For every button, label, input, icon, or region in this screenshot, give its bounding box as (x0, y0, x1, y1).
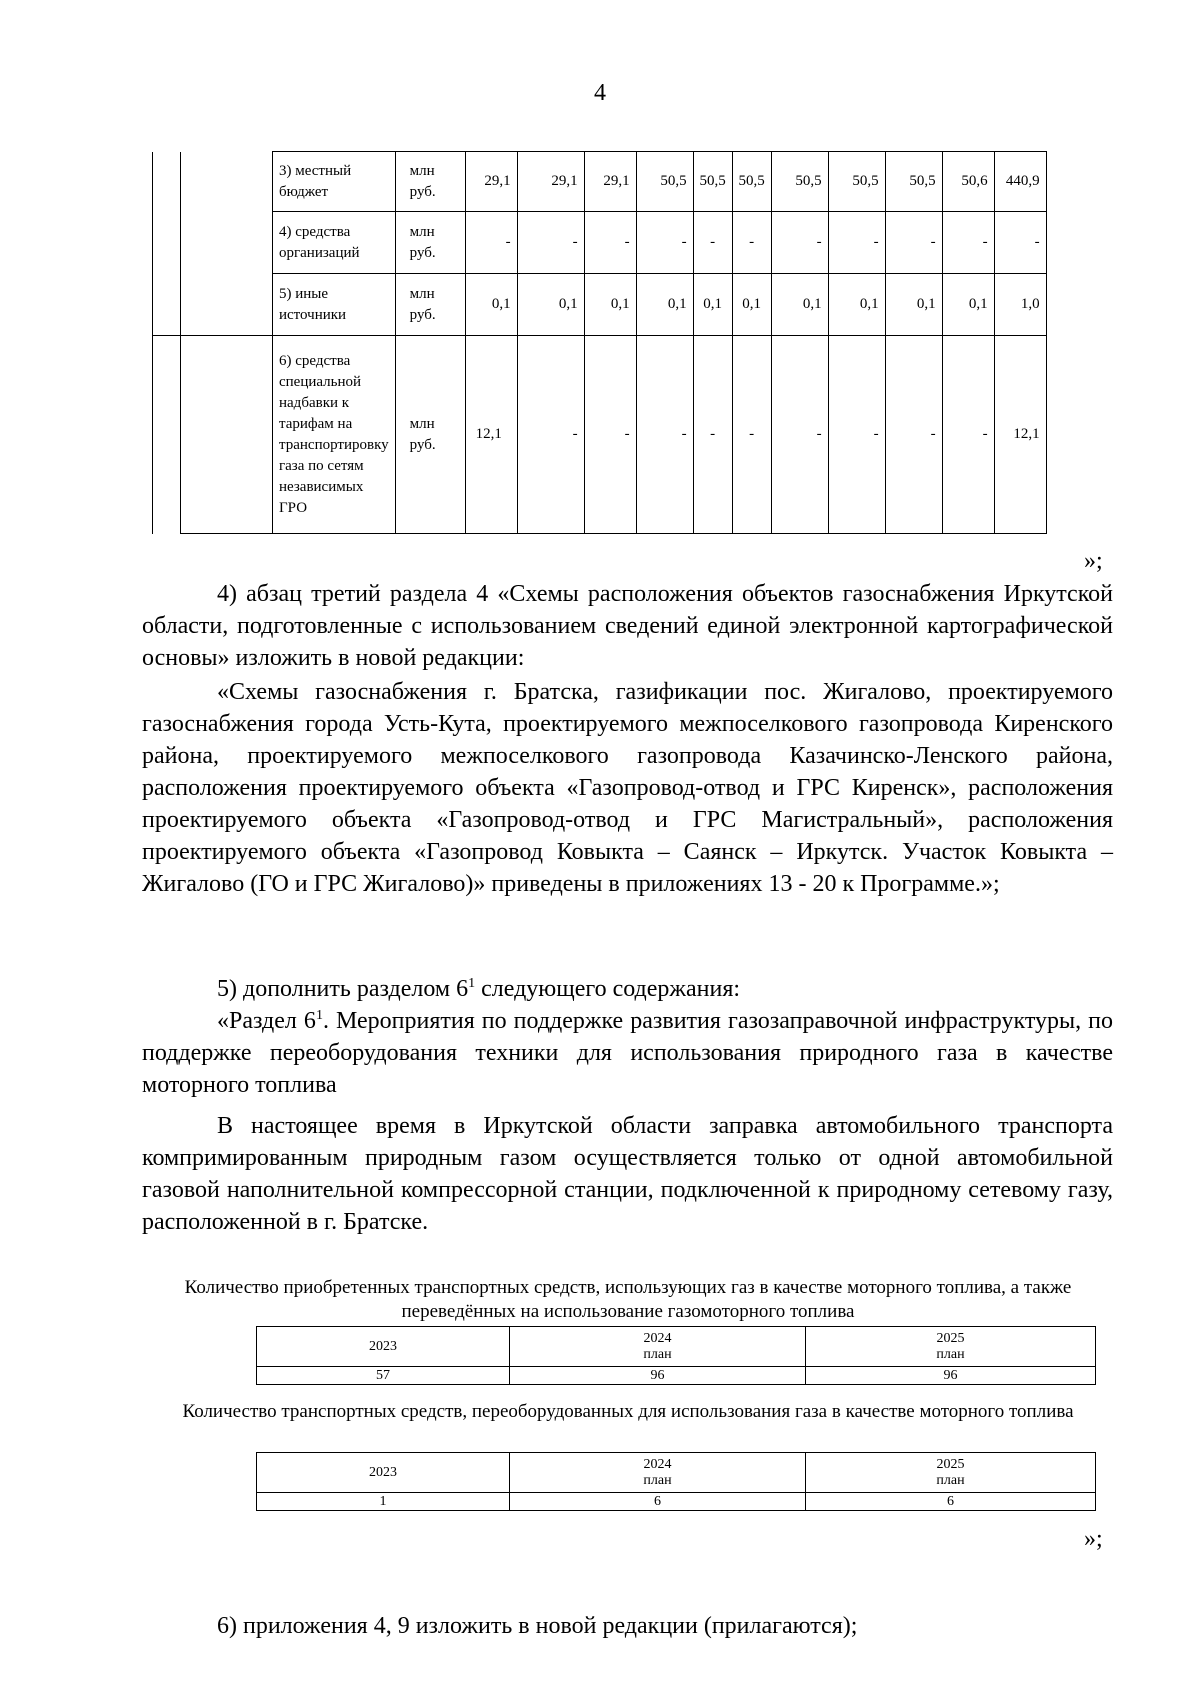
value-cell: 0,1 (465, 274, 517, 336)
value-cell: - (693, 212, 732, 274)
value-cell: 6 (806, 1493, 1096, 1511)
unit-cell: млн руб. (395, 212, 465, 274)
table-purchased (256, 1326, 1096, 1385)
value-cell: - (517, 336, 584, 534)
header-cell: 2024 план (510, 1453, 806, 1493)
funding-row (153, 336, 1047, 534)
value-cell: 0,1 (584, 274, 636, 336)
value-cell: 50,5 (693, 152, 732, 212)
unit-cell: млн руб. (395, 336, 465, 534)
value-cell: 50,6 (942, 152, 994, 212)
value-cell: 6 (510, 1493, 806, 1511)
closing-quote: »; (1084, 1526, 1103, 1552)
value-cell: 50,5 (732, 152, 771, 212)
value-cell: 57 (257, 1367, 510, 1385)
value-cell: 50,5 (828, 152, 885, 212)
value-cell: - (636, 212, 693, 274)
funding-row (153, 274, 1047, 336)
caption-purchased: Количество приобретенных транспортных средств, использующих газ в качестве моторного топлива, а также переведённых на использование газомоторного топлива (184, 1277, 1072, 1322)
unit-cell: млн руб. (395, 274, 465, 336)
value-cell: - (994, 212, 1046, 274)
source-cell: 3) местный бюджет (273, 152, 396, 212)
paragraph-appendices: 6) приложения 4, 9 изложить в новой редакции (прилагаются); (217, 1613, 858, 1639)
unit-cell: млн руб. (395, 152, 465, 212)
value-cell: - (828, 336, 885, 534)
paragraph-section-4: 4) абзац третий раздела 4 «Схемы расположения объектов газоснабжения Иркутской области, подготовленные с использованием сведений единой электронной картографической основы» изложить в новой редакции: (142, 581, 1113, 671)
header-cell: 2023 (257, 1453, 510, 1493)
value-cell: - (584, 336, 636, 534)
value-cell: - (693, 336, 732, 534)
value-cell: 96 (510, 1367, 806, 1385)
funding-row (153, 212, 1047, 274)
page-number: 4 (594, 80, 606, 106)
value-cell: 0,1 (693, 274, 732, 336)
header-cell: 2025 план (806, 1327, 1096, 1367)
source-cell: 6) средства специальной надбавки к тарифам на транспортировку газа по сетям независимых ГРО (273, 336, 396, 534)
value-cell: 0,1 (732, 274, 771, 336)
value-cell: 29,1 (517, 152, 584, 212)
value-cell: - (465, 212, 517, 274)
funding-row (153, 152, 1047, 212)
value-cell: 0,1 (517, 274, 584, 336)
paragraph-section-heading: «Раздел $6^1$. Мероприятия по поддержке развития газозаправочной инфраструктуры, по поддержке переоборудования техники для использования природного газа в качестве моторного топлива (142, 1008, 1114, 1098)
caption-converted: Количество транспортных средств, переоборудованных для использования газа в качестве моторного топлива (182, 1401, 1074, 1422)
value-cell: 0,1 (942, 274, 994, 336)
value-cell: - (732, 336, 771, 534)
value-cell: 96 (806, 1367, 1096, 1385)
header-cell: 2024 план (510, 1327, 806, 1367)
header-cell: 2025 план (806, 1453, 1096, 1493)
paragraph-section-6-1: 5) дополнить разделом $6^1$ следующего содержания: (217, 976, 741, 1002)
value-cell: 0,1 (636, 274, 693, 336)
value-cell: 12,1 (465, 336, 517, 534)
closing-quote: »; (1084, 548, 1103, 574)
source-cell: 5) иные источники (273, 274, 396, 336)
value-cell: 0,1 (828, 274, 885, 336)
paragraph-schemes: «Схемы газоснабжения г. Братска, газификации пос. Жигалово, проектируемого газоснабжения города Усть-Кута, проектируемого межпоселкового газопровода Киренского района, проектируемого межпоселкового газопровода Казачинско-Ленского района, расположения проектируемого объекта «Газопровод-отвод и ГРС Киренск», расположения проектируемого объекта «Газопровод-отвод и ГРС Магистральный», расположения проектируемого объекта «Газопровод Ковыкта – Саянск – Иркутск. Участок Ковыкта – Жигалово (ГО и ГРС Жигалово)» приведены в приложениях 13 - 20 к Программе.»; (142, 679, 1113, 897)
value-cell: - (771, 212, 828, 274)
value-cell: - (828, 212, 885, 274)
value-cell: - (584, 212, 636, 274)
superscript-mark: 1 (315, 1008, 323, 1023)
value-cell: 1 (257, 1493, 510, 1511)
value-cell: 0,1 (885, 274, 942, 336)
value-cell: 29,1 (465, 152, 517, 212)
value-cell: 50,5 (771, 152, 828, 212)
value-cell: - (517, 212, 584, 274)
value-cell: - (885, 212, 942, 274)
value-cell: 29,1 (584, 152, 636, 212)
value-cell: - (942, 212, 994, 274)
value-cell: - (942, 336, 994, 534)
value-cell: 0,1 (771, 274, 828, 336)
value-cell: 1,0 (994, 274, 1046, 336)
value-cell: - (885, 336, 942, 534)
value-cell: - (771, 336, 828, 534)
value-cell: 50,5 (885, 152, 942, 212)
header-cell: 2023 (257, 1327, 510, 1367)
paragraph-current-state: В настоящее время в Иркутской области заправка автомобильного транспорта компримированным природным газом осуществляется только от одной автомобильной газовой наполнительной компрессорной станции, подключенной к природному сетевому газу, расположенной в г. Братске. (142, 1113, 1113, 1235)
value-cell: 440,9 (994, 152, 1046, 212)
source-cell: 4) средства организаций (273, 212, 396, 274)
value-cell: - (636, 336, 693, 534)
value-cell: - (732, 212, 771, 274)
table-converted (256, 1452, 1096, 1511)
funding-table (152, 151, 1047, 534)
superscript-mark: 1 (468, 976, 476, 991)
value-cell: 12,1 (994, 336, 1046, 534)
value-cell: 50,5 (636, 152, 693, 212)
